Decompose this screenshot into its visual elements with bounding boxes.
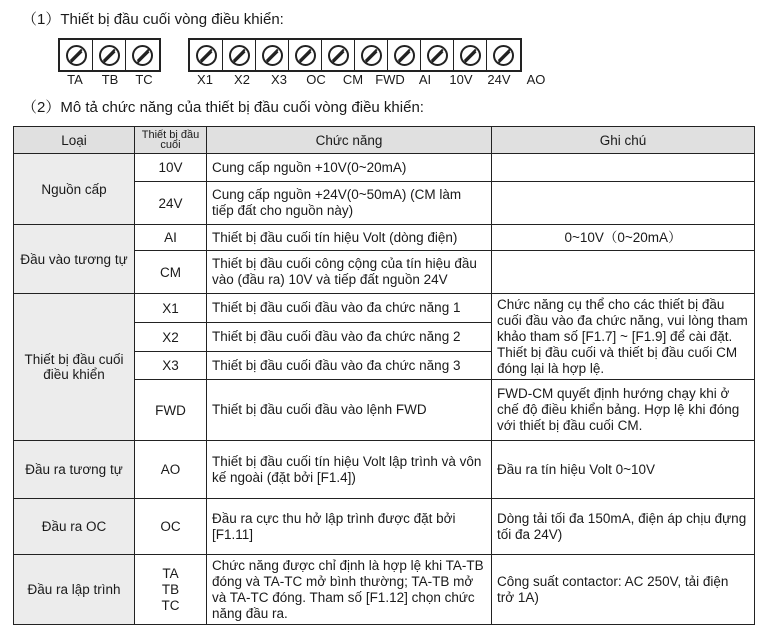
terminal-cell (135, 555, 207, 625)
terminal-label: FWD (375, 72, 405, 87)
function-cell: Thiết bị đầu cuối tín hiệu Volt lập trình và vôn kế ngoài (đặt bởi [F1.4]) (207, 441, 492, 499)
note-cell: Dòng tải tối đa 150mA, điện áp chịu đựng tối đa 24V) (492, 499, 755, 555)
terminal-label: 24V (487, 72, 511, 87)
screw-icon (262, 45, 283, 66)
terminal-ta: TA (162, 565, 179, 581)
note-cell: Chức năng cụ thể cho các thiết bị đầu cuối đầu vào đa chức năng, vui lòng tham khảo tham số [F1.7] ~ [F1.9] để cài đặt. Thiết bị đầu cuối và thiết bị đầu cuối CM đóng lại là hợp lệ. (492, 294, 755, 380)
screw-icon (196, 45, 217, 66)
terminal-function-table (13, 126, 755, 625)
note-cell: 0~10V（0~20mA） (492, 225, 755, 251)
terminal-label: 10V (449, 72, 473, 87)
screw-icon (493, 45, 514, 66)
terminal-cell: X1 (135, 294, 207, 323)
terminal-cell: X2 (135, 323, 207, 352)
terminal-label: TA (67, 72, 83, 87)
terminal-screw-x1 (190, 40, 223, 70)
terminal-cell: AO (135, 441, 207, 499)
category-cell: Thiết bị đầu cuối điều khiển (14, 294, 135, 441)
function-cell: Thiết bị đầu cuối đầu vào đa chức năng 3 (207, 352, 492, 380)
terminal-label: TB (101, 72, 119, 87)
terminal-screw-ao (487, 40, 520, 70)
table-row (14, 555, 755, 625)
terminal-cell: CM (135, 251, 207, 294)
note-cell: FWD-CM quyết định hướng chạy khi ở chế độ điều khiển bảng. Hợp lệ khi đóng với thiết bị đầu cuối CM. (492, 380, 755, 441)
category-cell: Nguồn cấp (14, 154, 135, 225)
terminal-screw-x3 (256, 40, 289, 70)
screw-icon (66, 45, 87, 66)
header-category: Loại (14, 127, 135, 154)
table-row (14, 154, 755, 182)
header-terminal: Thiết bị đầu cuối (135, 127, 207, 154)
terminal-tb: TB (161, 581, 180, 597)
note-cell: Đầu ra tín hiệu Volt 0~10V (492, 441, 755, 499)
terminal-diagram-heading: （1）Thiết bị đầu cuối vòng điều khiển: (22, 11, 284, 28)
terminal-cell: AI (135, 225, 207, 251)
category-cell: Đầu ra lập trình (14, 555, 135, 625)
terminal-label: X3 (271, 72, 287, 87)
function-cell: Thiết bị đầu cuối đầu vào đa chức năng 2 (207, 323, 492, 352)
screw-icon (99, 45, 120, 66)
screw-icon (328, 45, 349, 66)
terminal-screw-oc (289, 40, 322, 70)
header-note: Ghi chú (492, 127, 755, 154)
note-cell (492, 251, 755, 294)
terminal-cell: OC (135, 499, 207, 555)
table-row (14, 499, 755, 555)
function-cell: Thiết bị đầu cuối đầu vào lệnh FWD (207, 380, 492, 441)
terminal-label: X1 (197, 72, 213, 87)
terminal-label: TC (135, 72, 153, 87)
note-cell: Công suất contactor: AC 250V, tải điện trở 1A) (492, 555, 755, 625)
terminal-label: AO (526, 72, 546, 87)
category-cell: Đầu ra OC (14, 499, 135, 555)
terminal-screw-10v (421, 40, 454, 70)
terminal-block-relay (58, 38, 161, 72)
terminal-cell: X3 (135, 352, 207, 380)
function-cell: Thiết bị đầu cuối đầu vào đa chức năng 1 (207, 294, 492, 323)
terminal-screw-fwd (355, 40, 388, 70)
table-row (14, 294, 755, 323)
terminal-cell: FWD (135, 380, 207, 441)
header-function: Chức năng (207, 127, 492, 154)
category-cell: Đầu vào tương tự (14, 225, 135, 294)
note-cell (492, 154, 755, 182)
function-cell: Thiết bị đầu cuối tín hiệu Volt (dòng điện) (207, 225, 492, 251)
function-cell: Chức năng được chỉ định là hợp lệ khi TA-TB đóng và TA-TC mở bình thường; TA-TB mở và TA-TC đóng. Tham số [F1.12] chọn chức năng đầu ra. (207, 555, 492, 625)
terminal-label: CM (342, 72, 364, 87)
screw-icon (229, 45, 250, 66)
screw-icon (394, 45, 415, 66)
function-cell: Cung cấp nguồn +24V(0~50mA) (CM làm tiếp đất cho nguồn này) (207, 182, 492, 225)
terminal-screw-24v (454, 40, 487, 70)
function-table-heading: （2）Mô tả chức năng của thiết bị đầu cuối vòng điều khiển: (22, 99, 424, 116)
screw-icon (132, 45, 153, 66)
terminal-screw-ta (60, 40, 93, 70)
terminal-tc: TC (161, 597, 180, 613)
screw-icon (460, 45, 481, 66)
note-cell (492, 182, 755, 225)
terminal-screw-ai (388, 40, 421, 70)
function-cell: Đầu ra cực thu hở lập trình được đặt bởi [F1.11] (207, 499, 492, 555)
screw-icon (295, 45, 316, 66)
table-row (14, 225, 755, 251)
terminal-label: AI (418, 72, 432, 87)
table-header-row (14, 127, 755, 154)
terminal-label: OC (306, 72, 326, 87)
terminal-screw-x2 (223, 40, 256, 70)
function-cell: Cung cấp nguồn +10V(0~20mA) (207, 154, 492, 182)
terminal-block-control (188, 38, 522, 72)
table-row (14, 441, 755, 499)
terminal-cell: 10V (135, 154, 207, 182)
screw-icon (361, 45, 382, 66)
terminal-screw-tc (126, 40, 159, 70)
category-cell: Đầu ra tương tự (14, 441, 135, 499)
terminal-cell: 24V (135, 182, 207, 225)
terminal-screw-cm (322, 40, 355, 70)
terminal-label: X2 (234, 72, 250, 87)
function-cell: Thiết bị đầu cuối công cộng của tín hiệu đầu vào (đầu ra) 10V và tiếp đất nguồn 24V (207, 251, 492, 294)
screw-icon (427, 45, 448, 66)
terminal-screw-tb (93, 40, 126, 70)
